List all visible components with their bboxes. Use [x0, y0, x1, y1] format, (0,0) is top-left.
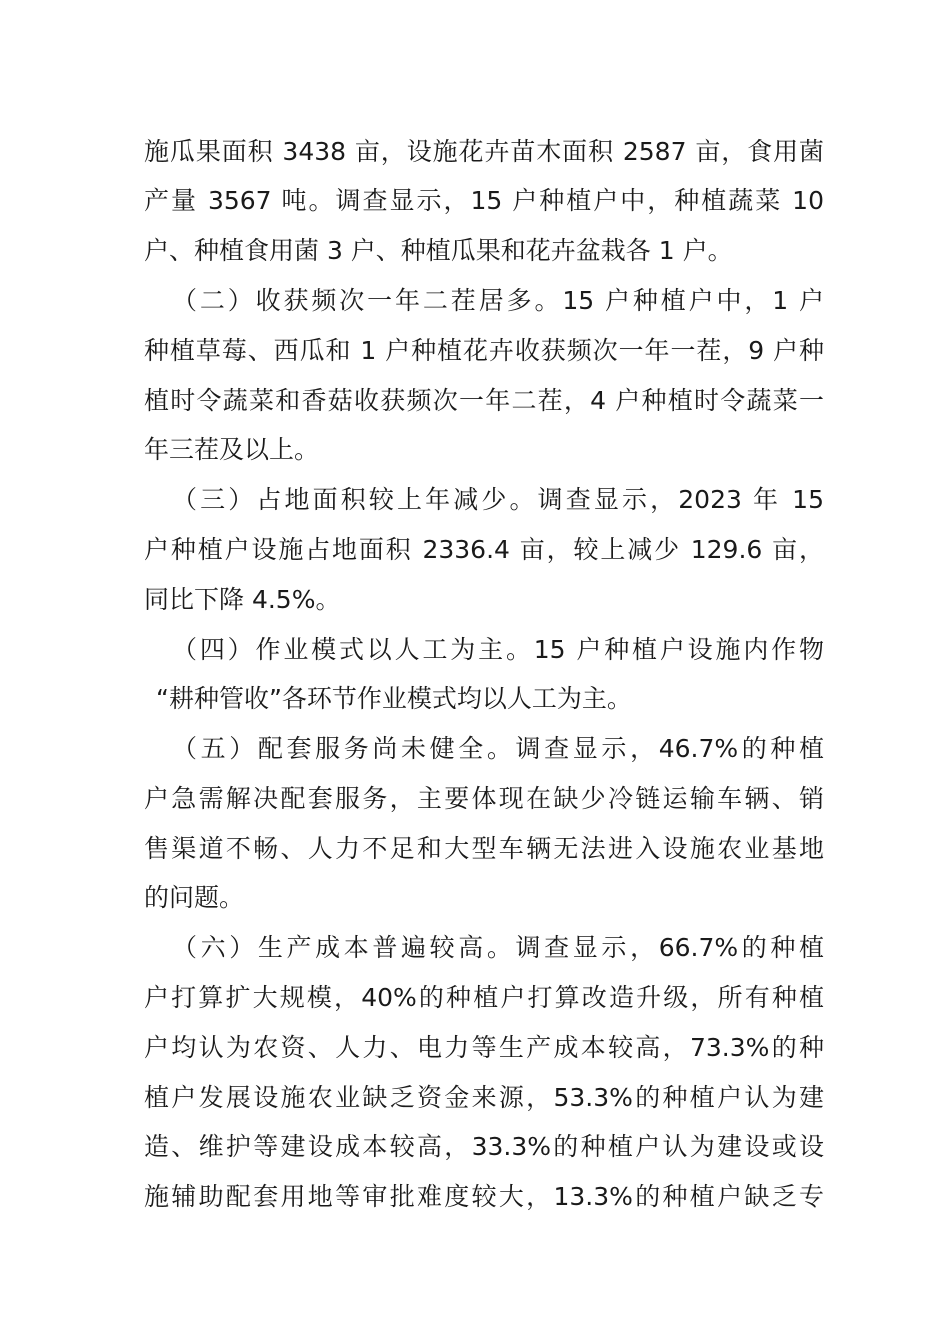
- text-line: 户急需解决配套服务，主要体现在缺少冷链运输车辆、销: [144, 784, 824, 813]
- text-line: 售渠道不畅、人力不足和大型车辆无法进入设施农业基地: [144, 834, 824, 863]
- text-line: 植时令蔬菜和香菇收获频次一年二茬，4 户种植时令蔬菜一: [144, 386, 824, 415]
- text-line: 户均认为农资、人力、电力等生产成本较高，73.3%的种: [144, 1033, 824, 1062]
- text-line: 施辅助配套用地等审批难度较大，13.3%的种植户缺乏专: [144, 1182, 824, 1211]
- paragraph-heading-line: （六）生产成本普遍较高。调查显示，66.7%的种植: [172, 933, 824, 962]
- text-line: 产量 3567 吨。调查显示，15 户种植户中，种植蔬菜 10: [144, 186, 824, 215]
- text-line: 植户发展设施农业缺乏资金来源，53.3%的种植户认为建: [144, 1083, 824, 1112]
- paragraph-heading-line: （三）占地面积较上年减少。调查显示，2023 年 15: [172, 485, 824, 514]
- text-line: 种植草莓、西瓜和 1 户种植花卉收获频次一年一茬，9 户种: [144, 336, 824, 365]
- paragraph-heading-line: （四）作业模式以人工为主。15 户种植户设施内作物: [172, 635, 824, 664]
- paragraph-heading-line: （五）配套服务尚未健全。调查显示，46.7%的种植: [172, 734, 824, 763]
- text-line: 户、种植食用菌 3 户、种植瓜果和花卉盆栽各 1 户。: [144, 236, 733, 265]
- text-line: 户种植户设施占地面积 2336.4 亩，较上减少 129.6 亩，: [144, 535, 824, 564]
- text-line: 施瓜果面积 3438 亩，设施花卉苗木面积 2587 亩，食用菌: [144, 137, 824, 166]
- text-line: 的问题。: [144, 883, 245, 912]
- text-line: 户打算扩大规模，40%的种植户打算改造升级，所有种植: [144, 983, 824, 1012]
- paragraph-heading-line: （二）收获频次一年二茬居多。15 户种植户中，1 户: [172, 286, 824, 315]
- text-line: 同比下降 4.5%。: [144, 585, 341, 614]
- text-line: 年三茬及以上。: [144, 435, 320, 464]
- text-line: 造、维护等建设成本较高，33.3%的种植户认为建设或设: [144, 1132, 824, 1161]
- text-line: “耕种管收”各环节作业模式均以人工为主。: [156, 684, 632, 713]
